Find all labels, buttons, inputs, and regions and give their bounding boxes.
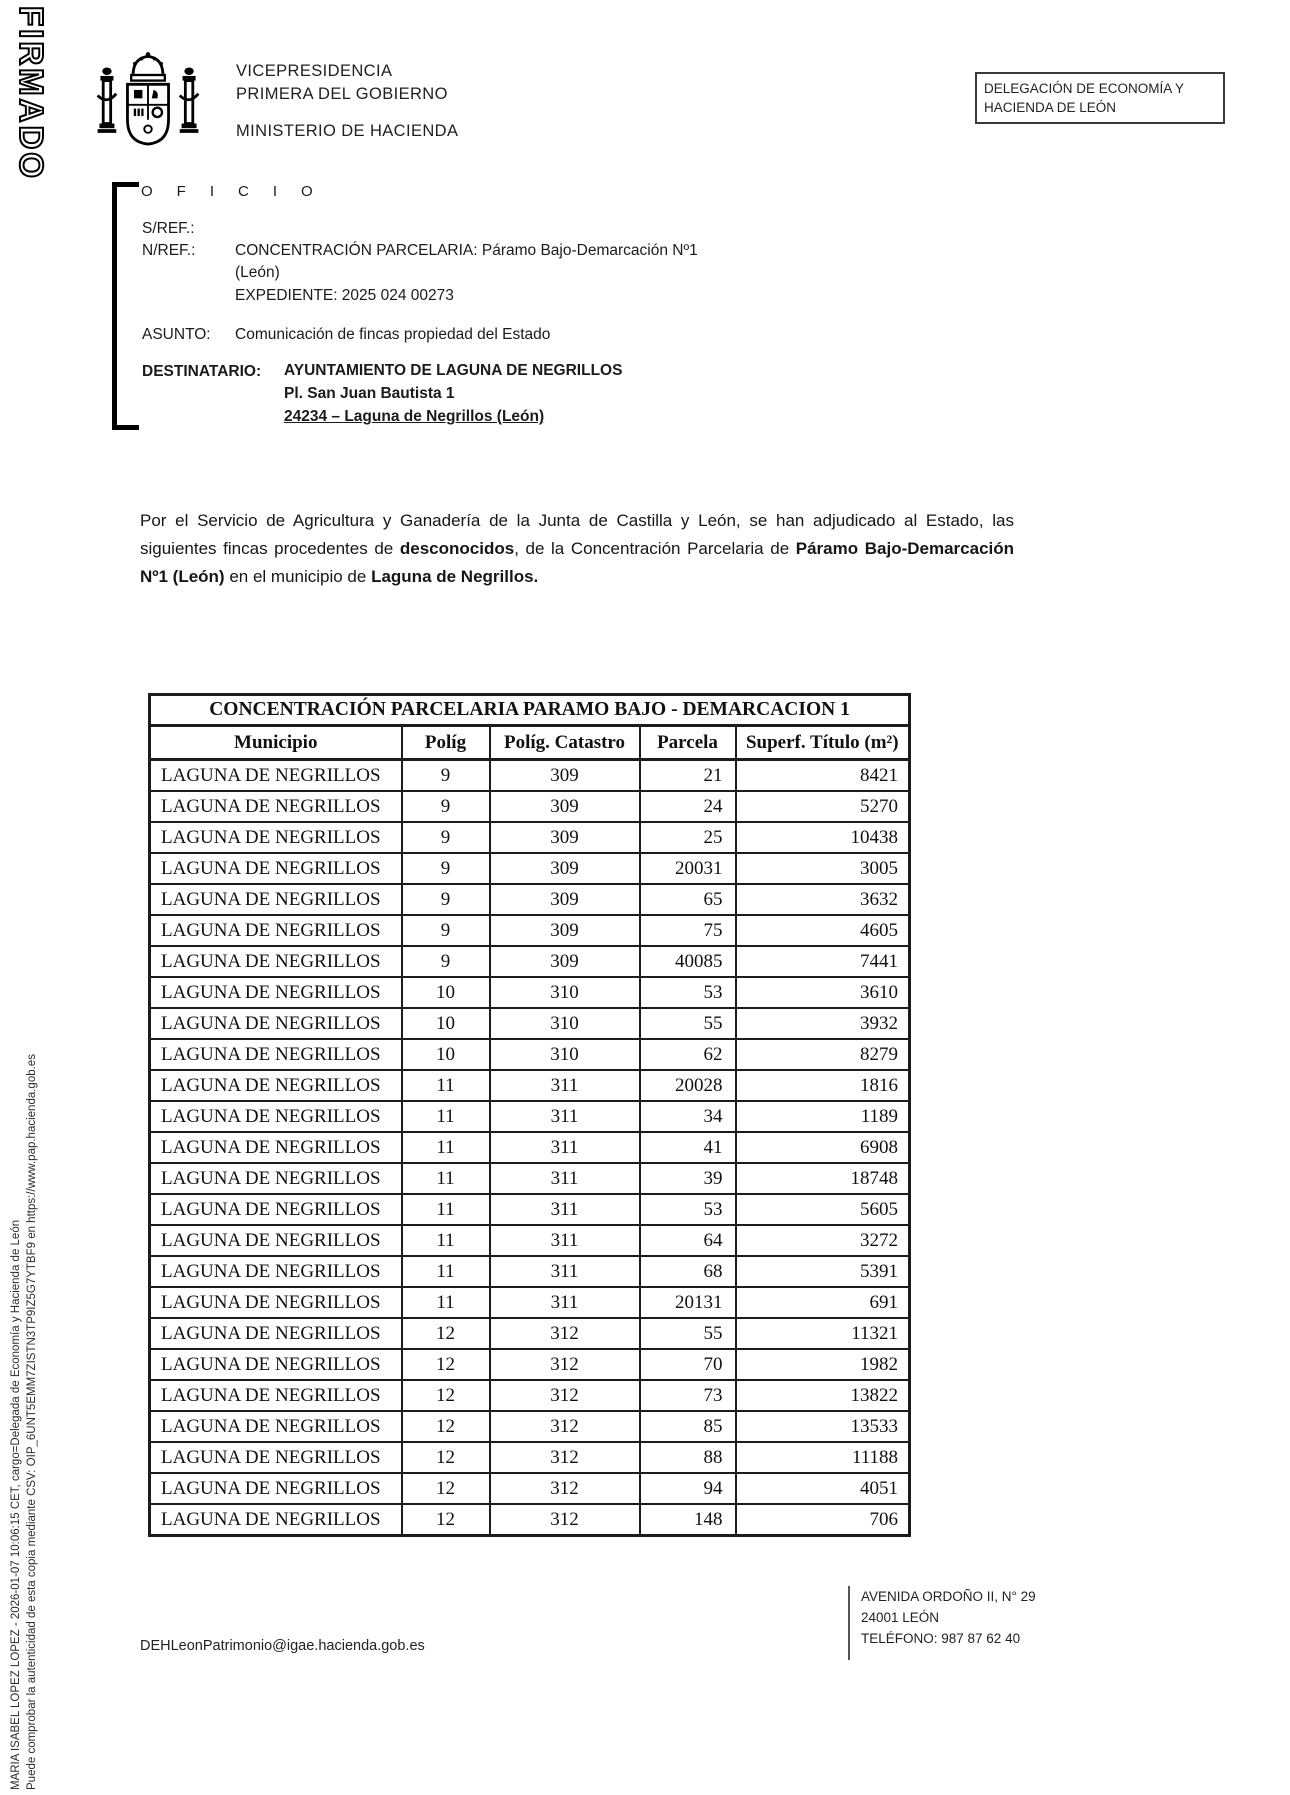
destinatario-city: 24234 – Laguna de Negrillos (León) xyxy=(284,408,545,425)
catastro-cell: 311 xyxy=(490,1163,640,1194)
parcel-row xyxy=(150,1380,910,1411)
municipality-cell: LAGUNA DE NEGRILLOS xyxy=(150,822,402,853)
parcela-cell: 68 xyxy=(640,1256,736,1287)
municipality-cell: LAGUNA DE NEGRILLOS xyxy=(150,946,402,977)
oficio-title: OFICIO xyxy=(141,183,337,200)
sref-label: S/REF.: xyxy=(142,220,195,237)
catastro-cell: 311 xyxy=(490,1132,640,1163)
body-text: , de la Concentración Parcelaria de xyxy=(514,539,796,558)
delegation-line2: HACIENDA DE LEÓN xyxy=(984,100,1117,115)
poligono-cell: 9 xyxy=(402,884,490,915)
parcela-cell: 53 xyxy=(640,977,736,1008)
parcela-cell: 20031 xyxy=(640,853,736,884)
municipality-cell: LAGUNA DE NEGRILLOS xyxy=(150,853,402,884)
superficie-cell: 3005 xyxy=(736,853,910,884)
municipality-cell: LAGUNA DE NEGRILLOS xyxy=(150,1442,402,1473)
poligono-cell: 10 xyxy=(402,1039,490,1070)
catastro-cell: 312 xyxy=(490,1473,640,1504)
parcel-row xyxy=(150,1442,910,1473)
oficio-bracket xyxy=(112,182,139,430)
parcela-cell: 21 xyxy=(640,760,736,792)
parcel-row xyxy=(150,977,910,1008)
parcela-cell: 34 xyxy=(640,1101,736,1132)
parcel-row xyxy=(150,791,910,822)
body-bold-desconocidos: desconocidos xyxy=(399,539,515,558)
parcel-row xyxy=(150,1163,910,1194)
poligono-cell: 10 xyxy=(402,977,490,1008)
catastro-cell: 311 xyxy=(490,1287,640,1318)
body-paragraph xyxy=(140,507,1014,591)
municipality-cell: LAGUNA DE NEGRILLOS xyxy=(150,1473,402,1504)
parcela-cell: 55 xyxy=(640,1318,736,1349)
column-header: Municipio xyxy=(150,726,402,760)
parcela-cell: 62 xyxy=(640,1039,736,1070)
municipality-cell: LAGUNA DE NEGRILLOS xyxy=(150,1101,402,1132)
parcela-cell: 40085 xyxy=(640,946,736,977)
catastro-cell: 311 xyxy=(490,1101,640,1132)
catastro-cell: 309 xyxy=(490,884,640,915)
poligono-cell: 9 xyxy=(402,915,490,946)
poligono-cell: 12 xyxy=(402,1411,490,1442)
poligono-cell: 12 xyxy=(402,1473,490,1504)
nref-label: N/REF.: xyxy=(142,242,196,259)
column-header: Superf. Título (m²) xyxy=(736,726,910,760)
municipality-cell: LAGUNA DE NEGRILLOS xyxy=(150,1349,402,1380)
parcela-cell: 20131 xyxy=(640,1287,736,1318)
poligono-cell: 9 xyxy=(402,791,490,822)
body-text: Por el Servicio de Agricultura y Ganadería de la Junta de Castilla y León, se han adjudicado al Estado, las siguientes fincas procedentes de xyxy=(140,511,1014,558)
superficie-cell: 4605 xyxy=(736,915,910,946)
delegation-line1: DELEGACIÓN DE ECONOMÍA Y xyxy=(984,81,1185,96)
parcel-row xyxy=(150,884,910,915)
poligono-cell: 11 xyxy=(402,1101,490,1132)
ministry-line2: PRIMERA DEL GOBIERNO xyxy=(236,85,448,103)
superficie-cell: 1982 xyxy=(736,1349,910,1380)
body-bold-concentracion: Páramo Bajo-Demarcación Nº1 (León) xyxy=(140,539,1015,586)
municipality-cell: LAGUNA DE NEGRILLOS xyxy=(150,1225,402,1256)
poligono-cell: 11 xyxy=(402,1070,490,1101)
nref-value-line2: (León) xyxy=(235,264,280,281)
destinatario-name: AYUNTAMIENTO DE LAGUNA DE NEGRILLOS xyxy=(284,362,623,379)
ministry-line3: MINISTERIO DE HACIENDA xyxy=(236,122,459,140)
destinatario-street: Pl. San Juan Bautista 1 xyxy=(284,385,455,402)
municipality-cell: LAGUNA DE NEGRILLOS xyxy=(150,1411,402,1442)
parcel-row xyxy=(150,1194,910,1225)
parcel-row xyxy=(150,1287,910,1318)
parcel-table-header-row xyxy=(150,726,910,760)
parcel-row xyxy=(150,1008,910,1039)
superficie-cell: 10438 xyxy=(736,822,910,853)
parcel-table-body xyxy=(150,760,910,1536)
catastro-cell: 311 xyxy=(490,1256,640,1287)
municipality-cell: LAGUNA DE NEGRILLOS xyxy=(150,1132,402,1163)
superficie-cell: 13533 xyxy=(736,1411,910,1442)
municipality-cell: LAGUNA DE NEGRILLOS xyxy=(150,977,402,1008)
body-text: en el municipio de xyxy=(224,567,372,586)
parcela-cell: 64 xyxy=(640,1225,736,1256)
poligono-cell: 12 xyxy=(402,1349,490,1380)
column-header: Parcela xyxy=(640,726,736,760)
superficie-cell: 8421 xyxy=(736,760,910,792)
parcel-row xyxy=(150,822,910,853)
superficie-cell: 5391 xyxy=(736,1256,910,1287)
parcela-cell: 94 xyxy=(640,1473,736,1504)
address-city: 24001 LEÓN xyxy=(861,1610,940,1625)
catastro-cell: 312 xyxy=(490,1318,640,1349)
poligono-cell: 11 xyxy=(402,1287,490,1318)
catastro-cell: 310 xyxy=(490,977,640,1008)
poligono-cell: 12 xyxy=(402,1318,490,1349)
parcel-row xyxy=(150,1132,910,1163)
parcela-cell: 39 xyxy=(640,1163,736,1194)
ministry-line1: VICEPRESIDENCIA xyxy=(236,62,393,80)
superficie-cell: 5270 xyxy=(736,791,910,822)
municipality-cell: LAGUNA DE NEGRILLOS xyxy=(150,1008,402,1039)
municipality-cell: LAGUNA DE NEGRILLOS xyxy=(150,1039,402,1070)
parcel-row xyxy=(150,760,910,792)
parcela-cell: 65 xyxy=(640,884,736,915)
catastro-cell: 309 xyxy=(490,822,640,853)
catastro-cell: 309 xyxy=(490,791,640,822)
table-title-row xyxy=(150,695,910,726)
parcela-cell: 73 xyxy=(640,1380,736,1411)
catastro-cell: 311 xyxy=(490,1194,640,1225)
catastro-cell: 309 xyxy=(490,853,640,884)
parcel-row xyxy=(150,1411,910,1442)
signer-line: MARIA ISABEL LOPEZ LOPEZ - 2026-01-07 10:06:15 CET, cargo=Delegada de Economía y Hacienda de León xyxy=(10,1219,22,1790)
municipality-cell: LAGUNA DE NEGRILLOS xyxy=(150,915,402,946)
destinatario-label: DESTINATARIO: xyxy=(142,363,262,380)
parcel-row xyxy=(150,1256,910,1287)
municipality-cell: LAGUNA DE NEGRILLOS xyxy=(150,1194,402,1225)
superficie-cell: 6908 xyxy=(736,1132,910,1163)
poligono-cell: 11 xyxy=(402,1225,490,1256)
parcel-row xyxy=(150,1225,910,1256)
asunto-value: Comunicación de fincas propiedad del Estado xyxy=(235,326,551,343)
poligono-cell: 12 xyxy=(402,1442,490,1473)
superficie-cell: 691 xyxy=(736,1287,910,1318)
parcel-row xyxy=(150,946,910,977)
address-street: AVENIDA ORDOÑO II, N° 29 xyxy=(861,1589,1036,1604)
parcela-cell: 148 xyxy=(640,1504,736,1536)
parcela-cell: 24 xyxy=(640,791,736,822)
parcela-cell: 20028 xyxy=(640,1070,736,1101)
poligono-cell: 11 xyxy=(402,1194,490,1225)
asunto-label: ASUNTO: xyxy=(142,326,211,343)
catastro-cell: 310 xyxy=(490,1039,640,1070)
poligono-cell: 9 xyxy=(402,946,490,977)
column-header: Políg xyxy=(402,726,490,760)
address-phone: TELÉFONO: 987 87 62 40 xyxy=(861,1631,1021,1646)
parcel-row xyxy=(150,1473,910,1504)
catastro-cell: 312 xyxy=(490,1504,640,1536)
parcela-cell: 70 xyxy=(640,1349,736,1380)
spain-coat-of-arms-icon xyxy=(92,50,204,156)
poligono-cell: 12 xyxy=(402,1504,490,1536)
parcel-row xyxy=(150,1070,910,1101)
municipality-cell: LAGUNA DE NEGRILLOS xyxy=(150,1163,402,1194)
superficie-cell: 1189 xyxy=(736,1101,910,1132)
nref-value-line1: CONCENTRACIÓN PARCELARIA: Páramo Bajo-Demarcación Nº1 xyxy=(235,242,698,259)
superficie-cell: 3272 xyxy=(736,1225,910,1256)
superficie-cell: 3932 xyxy=(736,1008,910,1039)
poligono-cell: 11 xyxy=(402,1163,490,1194)
municipality-cell: LAGUNA DE NEGRILLOS xyxy=(150,791,402,822)
poligono-cell: 9 xyxy=(402,853,490,884)
parcela-cell: 85 xyxy=(640,1411,736,1442)
parcela-cell: 88 xyxy=(640,1442,736,1473)
superficie-cell: 11188 xyxy=(736,1442,910,1473)
catastro-cell: 312 xyxy=(490,1349,640,1380)
poligono-cell: 11 xyxy=(402,1132,490,1163)
superficie-cell: 11321 xyxy=(736,1318,910,1349)
poligono-cell: 11 xyxy=(402,1256,490,1287)
parcela-cell: 55 xyxy=(640,1008,736,1039)
parcela-cell: 41 xyxy=(640,1132,736,1163)
delegation-box xyxy=(975,72,1225,124)
superficie-cell: 5605 xyxy=(736,1194,910,1225)
column-header: Políg. Catastro xyxy=(490,726,640,760)
parcel-row xyxy=(150,1504,910,1536)
poligono-cell: 12 xyxy=(402,1380,490,1411)
parcel-row xyxy=(150,1349,910,1380)
municipality-cell: LAGUNA DE NEGRILLOS xyxy=(150,760,402,792)
parcel-row xyxy=(150,915,910,946)
parcel-table xyxy=(148,693,911,1537)
superficie-cell: 7441 xyxy=(736,946,910,977)
superficie-cell: 18748 xyxy=(736,1163,910,1194)
superficie-cell: 13822 xyxy=(736,1380,910,1411)
parcela-cell: 53 xyxy=(640,1194,736,1225)
municipality-cell: LAGUNA DE NEGRILLOS xyxy=(150,1256,402,1287)
catastro-cell: 312 xyxy=(490,1411,640,1442)
table-title: CONCENTRACIÓN PARCELARIA PARAMO BAJO - DEMARCACION 1 xyxy=(150,695,910,726)
municipality-cell: LAGUNA DE NEGRILLOS xyxy=(150,1380,402,1411)
contact-email: DEHLeonPatrimonio@igae.hacienda.gob.es xyxy=(140,1638,425,1654)
parcela-cell: 25 xyxy=(640,822,736,853)
catastro-cell: 312 xyxy=(490,1380,640,1411)
poligono-cell: 9 xyxy=(402,822,490,853)
superficie-cell: 3610 xyxy=(736,977,910,1008)
catastro-cell: 311 xyxy=(490,1070,640,1101)
parcel-row xyxy=(150,1039,910,1070)
municipality-cell: LAGUNA DE NEGRILLOS xyxy=(150,1504,402,1536)
superficie-cell: 4051 xyxy=(736,1473,910,1504)
municipality-cell: LAGUNA DE NEGRILLOS xyxy=(150,1318,402,1349)
superficie-cell: 706 xyxy=(736,1504,910,1536)
signature-sidebar xyxy=(8,650,40,1790)
firmado-stamp: FIRMADO xyxy=(13,6,50,181)
municipality-cell: LAGUNA DE NEGRILLOS xyxy=(150,1287,402,1318)
superficie-cell: 3632 xyxy=(736,884,910,915)
parcel-row xyxy=(150,1101,910,1132)
municipality-cell: LAGUNA DE NEGRILLOS xyxy=(150,1070,402,1101)
parcela-cell: 75 xyxy=(640,915,736,946)
parcel-row xyxy=(150,853,910,884)
catastro-cell: 309 xyxy=(490,760,640,792)
body-bold-municipio: Laguna de Negrillos. xyxy=(371,567,539,586)
poligono-cell: 10 xyxy=(402,1008,490,1039)
catastro-cell: 309 xyxy=(490,915,640,946)
parcel-row xyxy=(150,1318,910,1349)
poligono-cell: 9 xyxy=(402,760,490,792)
catastro-cell: 312 xyxy=(490,1442,640,1473)
municipality-cell: LAGUNA DE NEGRILLOS xyxy=(150,884,402,915)
csv-verification-line: Puede comprobar la autenticidad de esta copia mediante CSV: OIP_6UNT5EMM7ZISTN3TP9IZ5G7YTBF9 en https://www.pap.hacienda.gob.es xyxy=(26,1054,38,1790)
catastro-cell: 309 xyxy=(490,946,640,977)
nref-value-line3: EXPEDIENTE: 2025 024 00273 xyxy=(235,287,454,304)
superficie-cell: 8279 xyxy=(736,1039,910,1070)
superficie-cell: 1816 xyxy=(736,1070,910,1101)
ministry-header xyxy=(236,60,458,143)
office-address-block xyxy=(848,1586,1036,1660)
catastro-cell: 311 xyxy=(490,1225,640,1256)
catastro-cell: 310 xyxy=(490,1008,640,1039)
